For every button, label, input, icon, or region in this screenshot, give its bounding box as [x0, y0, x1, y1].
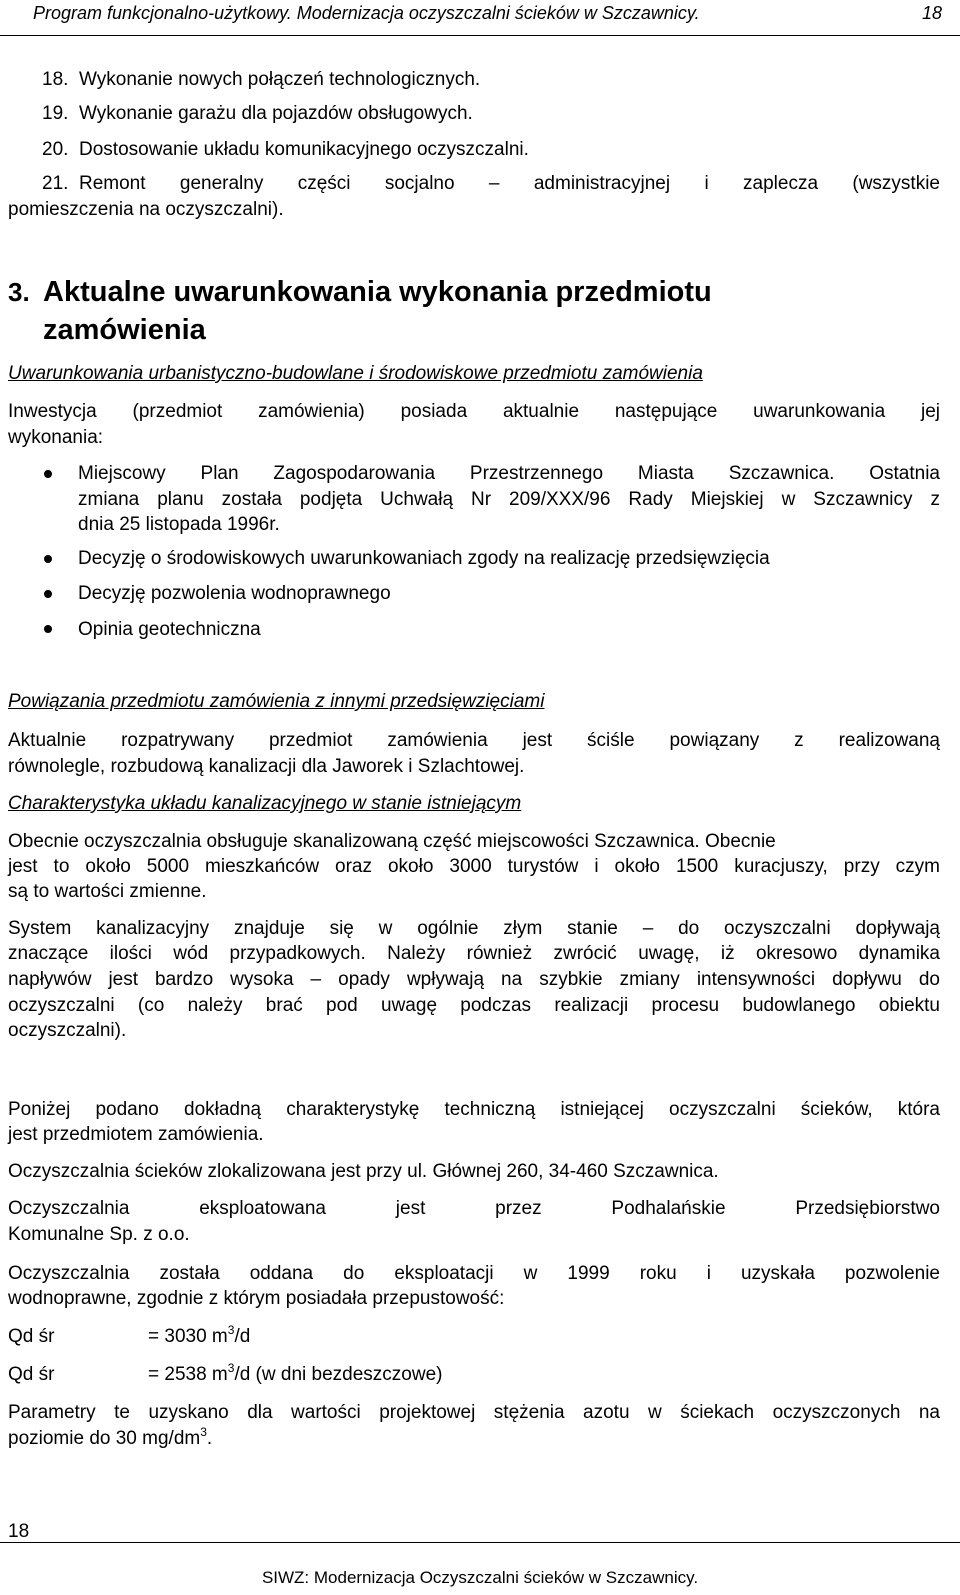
- qd-value: = 2538 $m^3/d$ (w dni bezdeszczowe): [148, 1361, 443, 1385]
- bullet-line: zmiana planu została podjęta Uchwałą Nr 209/XXX/96 Rady Miejskiej w Szczawnicy z: [78, 489, 940, 510]
- footer-rule: [0, 1542, 960, 1543]
- paragraph-line: Aktualnie rozpatrywany przedmiot zamówienia jest ściśle powiązany z realizowaną: [8, 730, 940, 751]
- bullet-icon: [44, 555, 52, 563]
- paragraph-line: poziomie do 30 $mg/dm^3$.: [8, 1425, 213, 1449]
- paragraph-line: jest przedmiotem zamówienia.: [8, 1124, 264, 1145]
- bullet-line: dnia 25 listopada 1996r.: [78, 514, 280, 535]
- paragraph-line: Parametry te uzyskano dla wartości projektowej stężenia azotu w ściekach oczyszczonych na: [8, 1402, 940, 1423]
- subheading-charakterystyka: Charakterystyka układu kanalizacyjnego w stanie istniejącym: [8, 793, 522, 814]
- bullet-icon: [44, 590, 52, 598]
- header-title: Program funkcjonalno-użytkowy. Modernizacja oczyszczalni ścieków w Szczawnicy.: [33, 3, 700, 23]
- bullet-item: Decyzję pozwolenia wodnoprawnego: [78, 583, 391, 604]
- paragraph-line: Inwestycja (przedmiot zamówienia) posiada aktualnie następujące uwarunkowania jej: [8, 401, 940, 422]
- paragraph-line: są to wartości zmienne.: [8, 881, 207, 902]
- paragraph-line: znaczące ilości wód przypadkowych. Należy również zwrócić uwagę, iż okresowo dynamika: [8, 943, 940, 964]
- paragraph-line: wodnoprawne, zgodnie z którym posiadała przepustowość:: [8, 1288, 505, 1309]
- paragraph-line: oczyszczalni (co należy brać pod uwagę podczas realizacji procesu budowlanego obiektu: [8, 995, 940, 1016]
- section-heading: [8, 273, 908, 349]
- paragraph-line: napływów jest bardzo wysoka – opady wpływają na szybkie zmiany intensywności dopływu do: [8, 969, 940, 990]
- list-item-continuation: pomieszczenia na oczyszczalni).: [8, 199, 284, 220]
- paragraph-line: Poniżej podano dokładną charakterystykę techniczną istniejącej oczyszczalni ścieków, która: [8, 1099, 940, 1120]
- paragraph-line: wykonania:: [8, 427, 104, 448]
- qd-label: Qd śr: [8, 1364, 55, 1385]
- header-page-number: 18: [921, 3, 942, 23]
- section-title-line1: Aktualne uwarunkowania wykonania przedmiotu: [43, 276, 712, 308]
- bullet-line: Miejscowy Plan Zagospodarowania Przestrzennego Miasta Szczawnica. Ostatnia: [78, 463, 940, 484]
- list-item: 21. Remont generalny części socjalno – administracyjnej i zaplecza (wszystkie: [42, 173, 940, 194]
- paragraph-line: Oczyszczalnia eksploatowana jest przez Podhalańskie Przedsiębiorstwo: [8, 1198, 940, 1219]
- subheading-uwarunkowania: Uwarunkowania urbanistyczno-budowlane i środowiskowe przedmiotu zamówienia: [8, 363, 703, 384]
- bullet-icon: [44, 625, 52, 633]
- footer-text: SIWZ: Modernizacja Oczyszczalni ścieków w Szczawnicy.: [261, 1568, 699, 1587]
- paragraph-line: jest to około 5000 mieszkańców oraz około 3000 turystów i około 1500 kuracjuszy, przy czym: [8, 856, 940, 877]
- paragraph-line: Oczyszczalnia została oddana do eksploatacji w 1999 roku i uzyskała pozwolenie: [8, 1263, 940, 1284]
- bullet-item: Opinia geotechniczna: [78, 619, 261, 640]
- bullet-item: Decyzję o środowiskowych uwarunkowaniach zgody na realizację przedsięwzięcia: [78, 548, 770, 569]
- footer-page-number: 18: [8, 1521, 30, 1542]
- list-item: 19. Wykonanie garażu dla pojazdów obsługowych.: [42, 103, 473, 124]
- bullet-icon: [44, 470, 52, 478]
- paragraph-line: Komunalne Sp. z o.o.: [8, 1224, 190, 1245]
- paragraph-line: Obecnie oczyszczalnia obsługuje skanalizowaną część miejscowości Szczawnica. Obecnie: [8, 831, 776, 852]
- paragraph-line: oczyszczalni).: [8, 1020, 127, 1041]
- qd-label: Qd śr: [8, 1326, 55, 1347]
- subheading-powiazania: Powiązania przedmiotu zamówienia z innymi przedsięwzięciami: [8, 691, 545, 712]
- paragraph-line: równolegle, rozbudową kanalizacji dla Jaworek i Szlachtowej.: [8, 756, 525, 777]
- section-number: 3.: [8, 277, 30, 307]
- header-rule: [0, 35, 960, 36]
- page-header: [33, 2, 942, 24]
- list-item: 18. Wykonanie nowych połączeń technologicznych.: [42, 69, 481, 90]
- paragraph-line: System kanalizacyjny znajduje się w ogólnie złym stanie – do oczyszczalni dopływają: [8, 918, 940, 939]
- paragraph-line: Oczyszczalnia ścieków zlokalizowana jest przy ul. Głównej 260, 34-460 Szczawnica.: [8, 1161, 719, 1182]
- qd-value: = 3030 $m^3/d$: [148, 1323, 251, 1347]
- section-title-line2: zamówienia: [43, 314, 206, 346]
- list-item: 20. Dostosowanie układu komunikacyjnego oczyszczalni.: [42, 139, 529, 160]
